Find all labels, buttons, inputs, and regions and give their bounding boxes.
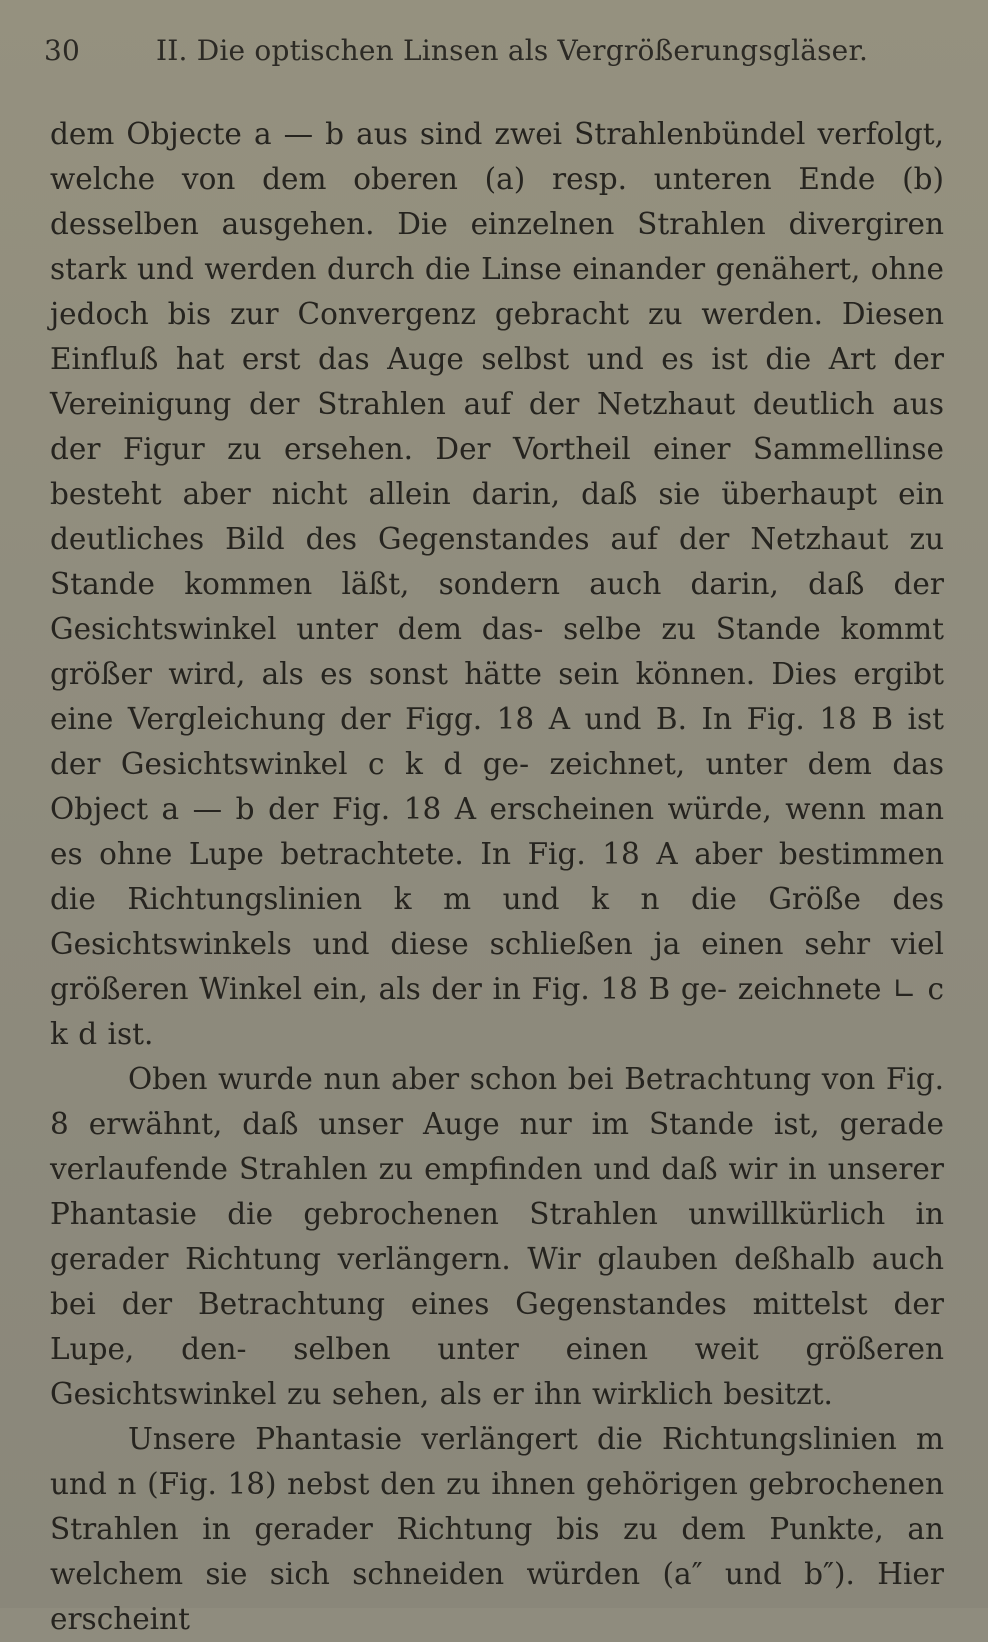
paragraph-1: dem Objecte a — b aus sind zwei Strahlenbündel verfolgt, welche von dem oberen (a) resp. unteren Ende (b) desselben ausgehen. Die einzelnen Strahlen divergiren stark und werden durch die Linse einander genähert, ohne jedoch bis zur Convergenz gebracht zu werden. Diesen Einfluß hat erst das Auge selbst und es ist die Art der Vereinigung der Strahlen auf der Netzhaut deutlich aus der Figur zu ersehen. Der Vortheil einer Sammellinse besteht aber nicht allein darin, daß sie überhaupt ein deutliches Bild des Gegenstandes auf der Netzhaut zu Stande kommen läßt, sondern auch darin, daß der Gesichtswinkel unter dem das- selbe zu Stande kommt größer wird, als es sonst hätte sein können. Dies ergibt eine Vergleichung der Figg. 18 A und B. In Fig. 18 B ist der Gesichtswinkel c k d ge- zeichnet, unter dem das Object a — b der Fig. 18 A erscheinen würde, wenn man es ohne Lupe betrachtete. In Fig. 18 A aber bestimmen die Richtungslinien k m und k n die Größe des Gesichtswinkels und diese schließen ja einen sehr viel größeren Winkel ein, als der in Fig. 18 B ge- zeichnete ∟ c k d ist.	[50, 117, 944, 1051]
body-text	[50, 112, 944, 1642]
running-head	[44, 28, 944, 74]
paragraph-3: Unsere Phantasie verlängert die Richtungslinien m und n (Fig. 18) nebst den zu ihnen gehörigen gebrochenen Strahlen in gerader Richtung bis zu dem Punkte, an welchem sie sich schneiden würden (a″ und b″). Hier erscheint	[50, 1422, 944, 1636]
paragraph-2: Oben wurde nun aber schon bei Betrachtung von Fig. 8 erwähnt, daß unser Auge nur im Stande ist, gerade verlaufende Strahlen zu empfinden und daß wir in unserer Phantasie die gebrochenen Strahlen unwillkürlich in gerader Richtung verlängern. Wir glauben deßhalb auch bei der Betrachtung eines Gegenstandes mittelst der Lupe, den- selben unter einen weit größeren Gesichtswinkel zu sehen, als er ihn wirklich besitzt.	[50, 1062, 944, 1411]
page-number: 30	[44, 34, 81, 67]
running-title: II. Die optischen Linsen als Vergrößerungsgläser.	[156, 34, 869, 67]
